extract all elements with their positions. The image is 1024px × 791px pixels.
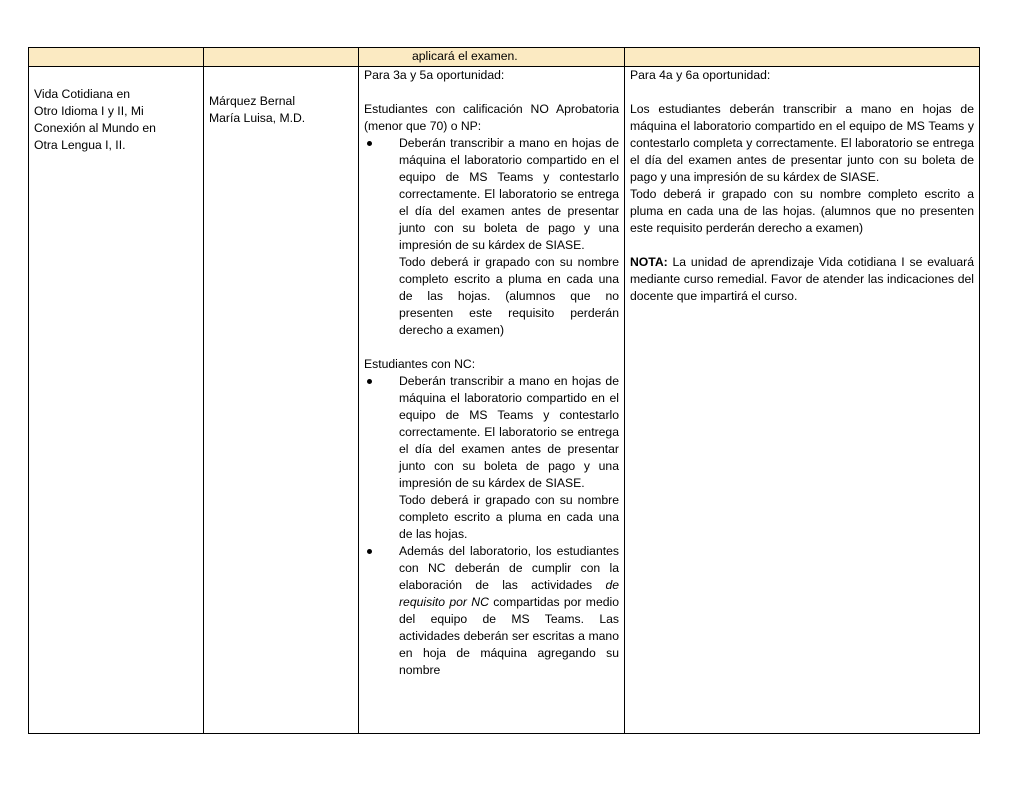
- failing-students-list: [364, 135, 619, 339]
- header-cell-1: [29, 48, 204, 67]
- list-item-text: Todo deberá ir grapado con su nombre completo escrito a pluma en cada una de las hojas. (alumnos que no presenten este requisito perderán derecho a examen): [399, 255, 619, 337]
- opportunity-4-6-paragraph: Todo deberá ir grapado con su nombre completo escrito a pluma en cada una de las hojas. (alumnos que no presenten este requisito perderán derecho a examen): [630, 187, 974, 235]
- course-row: [29, 67, 980, 734]
- nc-students-list: [364, 373, 619, 679]
- list-item-text: Deberán transcribir a mano en hojas de máquina el laboratorio compartido en el equipo de MS Teams y contestarlo correctamente. El laboratorio se entrega el día del examen antes de presentar junto con su boleta de pago y una impresión de su kárdex de SIASE.: [399, 374, 619, 490]
- course-name-line: Otro Idioma I y II, Mi: [34, 104, 144, 118]
- nota-label: NOTA:: [630, 255, 668, 269]
- header-cell-3: [359, 48, 625, 67]
- list-item-text: Todo deberá ir grapado con su nombre completo escrito a pluma en cada una de las hojas.: [399, 493, 619, 541]
- list-item: [364, 543, 619, 679]
- list-item: [364, 373, 619, 543]
- bullet-icon: [367, 141, 372, 146]
- course-cell: [29, 67, 204, 734]
- exam-requirements-table: [28, 47, 980, 734]
- list-item-text-pre: Además del laboratorio, los estudiantes con NC deberán de cumplir con la elaboración de las actividades: [399, 544, 619, 592]
- course-name-line: Otra Lengua I, II.: [34, 138, 126, 152]
- teacher-cell: [204, 67, 359, 734]
- opportunity-4-6-cell: [625, 67, 980, 734]
- opportunity-4-6-title: Para 4a y 6a oportunidad:: [630, 68, 771, 82]
- course-name-line: Vida Cotidiana en: [34, 87, 130, 101]
- teacher-name-line: María Luisa, M.D.: [209, 111, 306, 125]
- list-item-text-post: compartidas por medio del equipo de MS Teams. Las actividades deberán ser escritas a mano en hoja de máquina agregando su nombre: [399, 595, 619, 677]
- header-cell-3-text: aplicará el examen.: [412, 49, 518, 63]
- course-name: [34, 67, 198, 154]
- list-item: [364, 135, 619, 339]
- teacher-name-line: Márquez Bernal: [209, 94, 296, 108]
- list-item-text: Deberán transcribir a mano en hojas de máquina el laboratorio compartido en el equipo de MS Teams y contestarlo correctamente. El laboratorio se entrega el día del examen antes de presentar junto con su boleta de pago y una impresión de su kárdex de SIASE.: [399, 136, 619, 252]
- nota-text: La unidad de aprendizaje Vida cotidiana I se evaluará mediante curso remedial. Favor de atender las indicaciones del docente que impartirá el curso.: [630, 255, 974, 303]
- list-item-text: [399, 543, 619, 679]
- header-cell-2: [204, 48, 359, 67]
- header-cell-4: [625, 48, 980, 67]
- header-row: [29, 48, 980, 67]
- teacher-name: [209, 67, 353, 127]
- course-name-line: Conexión al Mundo en: [34, 121, 156, 135]
- opportunity-3-5-title: Para 3a y 5a oportunidad:: [364, 68, 505, 82]
- bullet-icon: [367, 379, 372, 384]
- list-item-text-emphasis: de requisito por NC: [399, 578, 619, 609]
- opportunity-4-6-paragraph: Los estudiantes deberán transcribir a mano en hojas de máquina el laboratorio compartido en el equipo de MS Teams y contestarlo completa y correctamente. El laboratorio se entrega el día del examen antes de presentar junto con su boleta de pago y una impresión de su kárdex de SIASE.: [630, 102, 974, 184]
- opportunity-3-5-cell: [359, 67, 625, 734]
- bullet-icon: [367, 549, 372, 554]
- nc-students-heading: Estudiantes con NC:: [364, 357, 476, 371]
- nota-paragraph: [630, 254, 974, 305]
- failing-students-heading: Estudiantes con calificación NO Aprobatoria (menor que 70) o NP:: [364, 102, 619, 133]
